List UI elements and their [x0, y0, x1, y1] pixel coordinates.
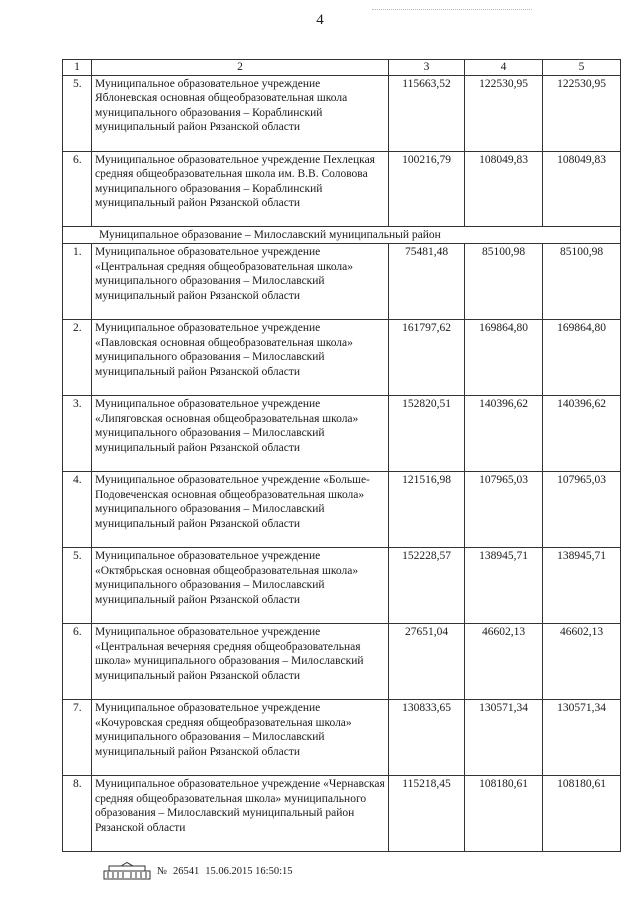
header-cell: 3 [389, 60, 465, 76]
row-number: 4. [63, 472, 92, 548]
value-col3: 27651,04 [389, 624, 465, 700]
table-row [63, 548, 621, 624]
value-col4: 107965,03 [465, 472, 543, 548]
header-cell: 1 [63, 60, 92, 76]
scan-artifact-line [372, 9, 532, 10]
header-cell: 4 [465, 60, 543, 76]
table-row [63, 472, 621, 548]
value-col5: 85100,98 [543, 244, 621, 320]
table-row [63, 700, 621, 776]
institution-name: Муниципальное образовательное учреждение «Чернавская средняя общеобразовательная школа» муниципального образования – Милославский муниципальный район Рязанской области [92, 776, 389, 852]
value-col5: 130571,34 [543, 700, 621, 776]
value-col5: 46602,13 [543, 624, 621, 700]
page-number: 4 [316, 12, 324, 28]
table-row [63, 151, 621, 226]
value-col4: 85100,98 [465, 244, 543, 320]
value-col5: 107965,03 [543, 472, 621, 548]
value-col4: 138945,71 [465, 548, 543, 624]
row-number: 6. [63, 151, 92, 226]
government-building-icon [103, 862, 151, 880]
value-col3: 152228,57 [389, 548, 465, 624]
value-col4: 140396,62 [465, 396, 543, 472]
table-header-row [63, 60, 621, 76]
institution-name: Муниципальное образовательное учреждение «Центральная вечерняя средняя общеобразовательная школа» муниципального образования – Милославский муниципальный район Рязанской области [92, 624, 389, 700]
value-col3: 100216,79 [389, 151, 465, 226]
value-col3: 161797,62 [389, 320, 465, 396]
header-cell: 5 [543, 60, 621, 76]
value-col4: 130571,34 [465, 700, 543, 776]
value-col4: 108180,61 [465, 776, 543, 852]
number-sign: № [157, 865, 168, 877]
value-col5: 108180,61 [543, 776, 621, 852]
institution-name: Муниципальное образовательное учреждение Яблоневская основная общеобразовательная школа муниципального образования – Кораблинский муниципальный район Рязанской области [92, 75, 389, 151]
document-timestamp: 15.06.2015 16:50:15 [205, 865, 293, 877]
value-col5: 138945,71 [543, 548, 621, 624]
value-col3: 115218,45 [389, 776, 465, 852]
budget-table [62, 59, 621, 852]
value-col3: 75481,48 [389, 244, 465, 320]
value-col4: 169864,80 [465, 320, 543, 396]
table-row [63, 776, 621, 852]
institution-name: Муниципальное образовательное учреждение «Кочуровская средняя общеобразовательная школа» муниципального образования – Милославский муниципальный район Рязанской области [92, 700, 389, 776]
row-number: 2. [63, 320, 92, 396]
row-number: 6. [63, 624, 92, 700]
value-col3: 121516,98 [389, 472, 465, 548]
section-row [63, 226, 621, 244]
institution-name: Муниципальное образовательное учреждение «Октябрьская основная общеобразовательная школа» муниципального образования – Милославский муниципальный район Рязанской области [92, 548, 389, 624]
row-number: 8. [63, 776, 92, 852]
value-col5: 122530,95 [543, 75, 621, 151]
value-col3: 152820,51 [389, 396, 465, 472]
value-col4: 122530,95 [465, 75, 543, 151]
institution-name: Муниципальное образовательное учреждение «Центральная средняя общеобразовательная школа» муниципального образования – Милославский муниципальный район Рязанской области [92, 244, 389, 320]
row-number: 3. [63, 396, 92, 472]
institution-name: Муниципальное образовательное учреждение «Липяговская основная общеобразовательная школа» муниципального образования – Милославский муниципальный район Рязанской области [92, 396, 389, 472]
value-col4: 108049,83 [465, 151, 543, 226]
institution-name: Муниципальное образовательное учреждение «Павловская основная общеобразовательная школа» муниципального образования – Милославский муниципальный район Рязанской области [92, 320, 389, 396]
row-number: 7. [63, 700, 92, 776]
value-col5: 140396,62 [543, 396, 621, 472]
value-col3: 115663,52 [389, 75, 465, 151]
table-row [63, 244, 621, 320]
section-title: Муниципальное образование – Милославский муниципальный район [63, 226, 621, 244]
table-row [63, 75, 621, 151]
institution-name: Муниципальное образовательное учреждение «Больше-Подовеченская основная общеобразовательная школа» муниципального образования – Милославский муниципальный район Рязанской области [92, 472, 389, 548]
table-row [63, 320, 621, 396]
document-number: 26541 [173, 865, 200, 877]
value-col4: 46602,13 [465, 624, 543, 700]
table-row [63, 396, 621, 472]
value-col5: 108049,83 [543, 151, 621, 226]
table-body [63, 60, 621, 852]
row-number: 5. [63, 548, 92, 624]
value-col5: 169864,80 [543, 320, 621, 396]
value-col3: 130833,65 [389, 700, 465, 776]
document-footer [103, 862, 293, 880]
table-row [63, 624, 621, 700]
row-number: 5. [63, 75, 92, 151]
institution-name: Муниципальное образовательное учреждение Пехлецкая средняя общеобразовательная школа им. В.В. Соловова муниципального образования – Кораблинский муниципальный район Рязанской области [92, 151, 389, 226]
row-number: 1. [63, 244, 92, 320]
header-cell: 2 [92, 60, 389, 76]
